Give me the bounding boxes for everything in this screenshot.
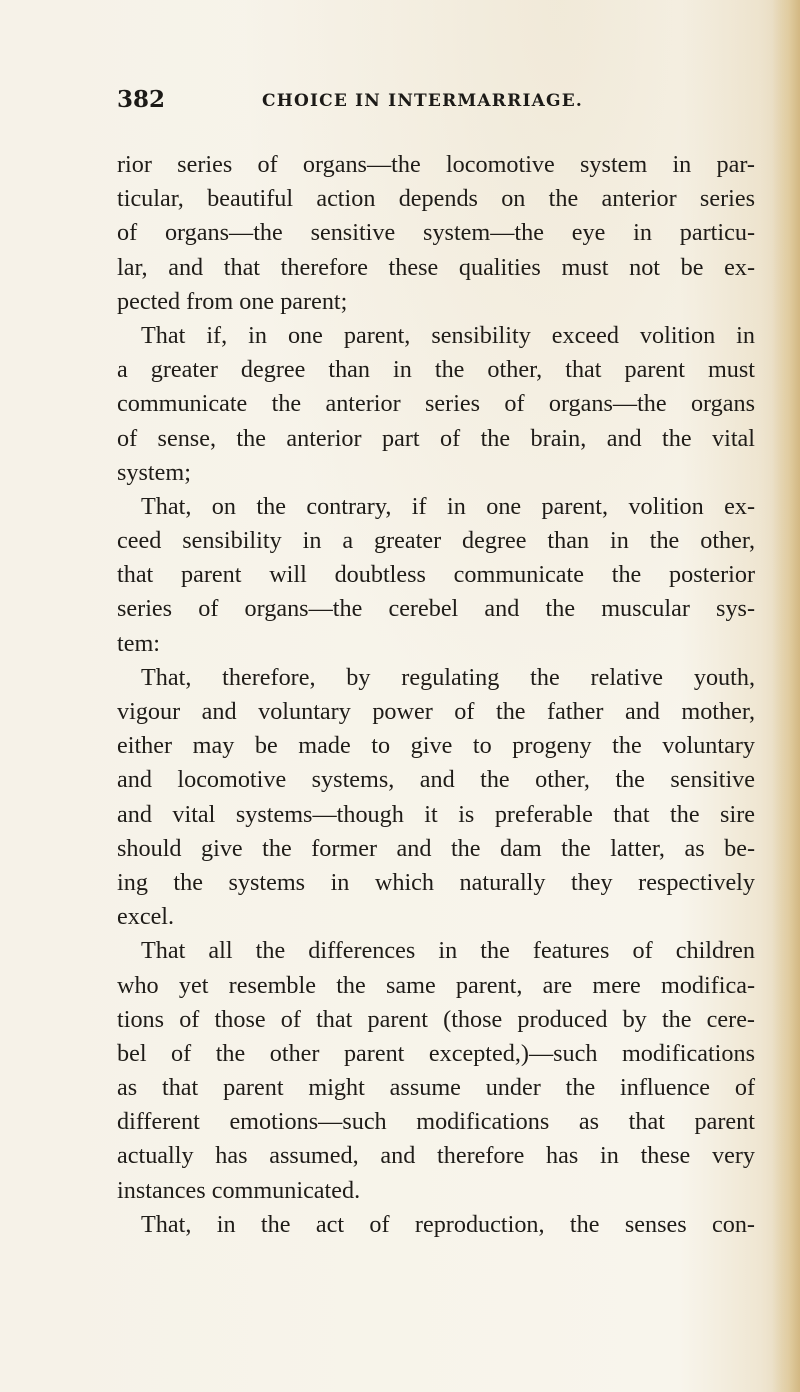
text-line: of sense, the anterior part of the brain, and the vital: [117, 424, 755, 452]
text-line: and locomotive systems, and the other, the sensitive: [117, 766, 755, 794]
text-line: as that parent might assume under the influence of: [117, 1074, 755, 1102]
text-line: That, on the contrary, if in one parent, volition ex-: [141, 492, 755, 520]
text-line: either may be made to give to progeny the voluntary: [117, 732, 755, 760]
text-line: vigour and voluntary power of the father and mother,: [117, 698, 755, 725]
text-line: lar, and that therefore these qualities must not be ex-: [117, 253, 755, 281]
text-line: That, therefore, by regulating the relative youth,: [141, 663, 755, 691]
text-line: should give the former and the dam the latter, as be-: [117, 834, 755, 862]
text-line: of organs—the sensitive system—the eye in particu-: [117, 219, 755, 247]
running-head: CHOICE IN INTERMARRIAGE.: [262, 91, 583, 111]
text-line: rior series of organs—the locomotive system in par-: [117, 151, 755, 178]
text-line: ing the systems in which naturally they respectively: [117, 868, 755, 896]
text-line: communicate the anterior series of organs—the organs: [117, 390, 755, 418]
text-line: That all the differences in the features of children: [141, 937, 755, 965]
body-text: [117, 148, 755, 1242]
text-line: who yet resemble the same parent, are mere modifica-: [117, 971, 755, 999]
text-line: That if, in one parent, sensibility exceed volition in: [141, 321, 755, 349]
text-line: system;: [117, 458, 191, 486]
text-line: that parent will doubtless communicate the posterior: [117, 561, 755, 589]
text-line: excel.: [117, 903, 175, 931]
text-line: a greater degree than in the other, that parent must: [117, 356, 755, 384]
page-header: [117, 86, 737, 126]
text-line: actually has assumed, and therefore has in these very: [117, 1142, 755, 1170]
text-line: tions of those of that parent (those produced by the cere-: [117, 1005, 755, 1033]
page-number: 382: [117, 86, 166, 113]
text-line: bel of the other parent excepted,)—such modifications: [117, 1039, 755, 1067]
page-edge-stain: [772, 0, 800, 1392]
text-line: instances communicated.: [117, 1176, 361, 1204]
text-line: series of organs—the cerebel and the muscular sys-: [117, 595, 755, 623]
text-line: ticular, beautiful action depends on the anterior series: [117, 185, 755, 213]
text-line: different emotions—such modifications as that parent: [117, 1108, 755, 1136]
text-line: pected from one parent;: [117, 287, 348, 315]
text-line: and vital systems—though it is preferable that the sire: [117, 800, 755, 828]
text-line: tem:: [117, 629, 160, 657]
text-line: ceed sensibility in a greater degree than in the other,: [117, 527, 755, 555]
text-line: That, in the act of reproduction, the senses con-: [141, 1210, 755, 1238]
